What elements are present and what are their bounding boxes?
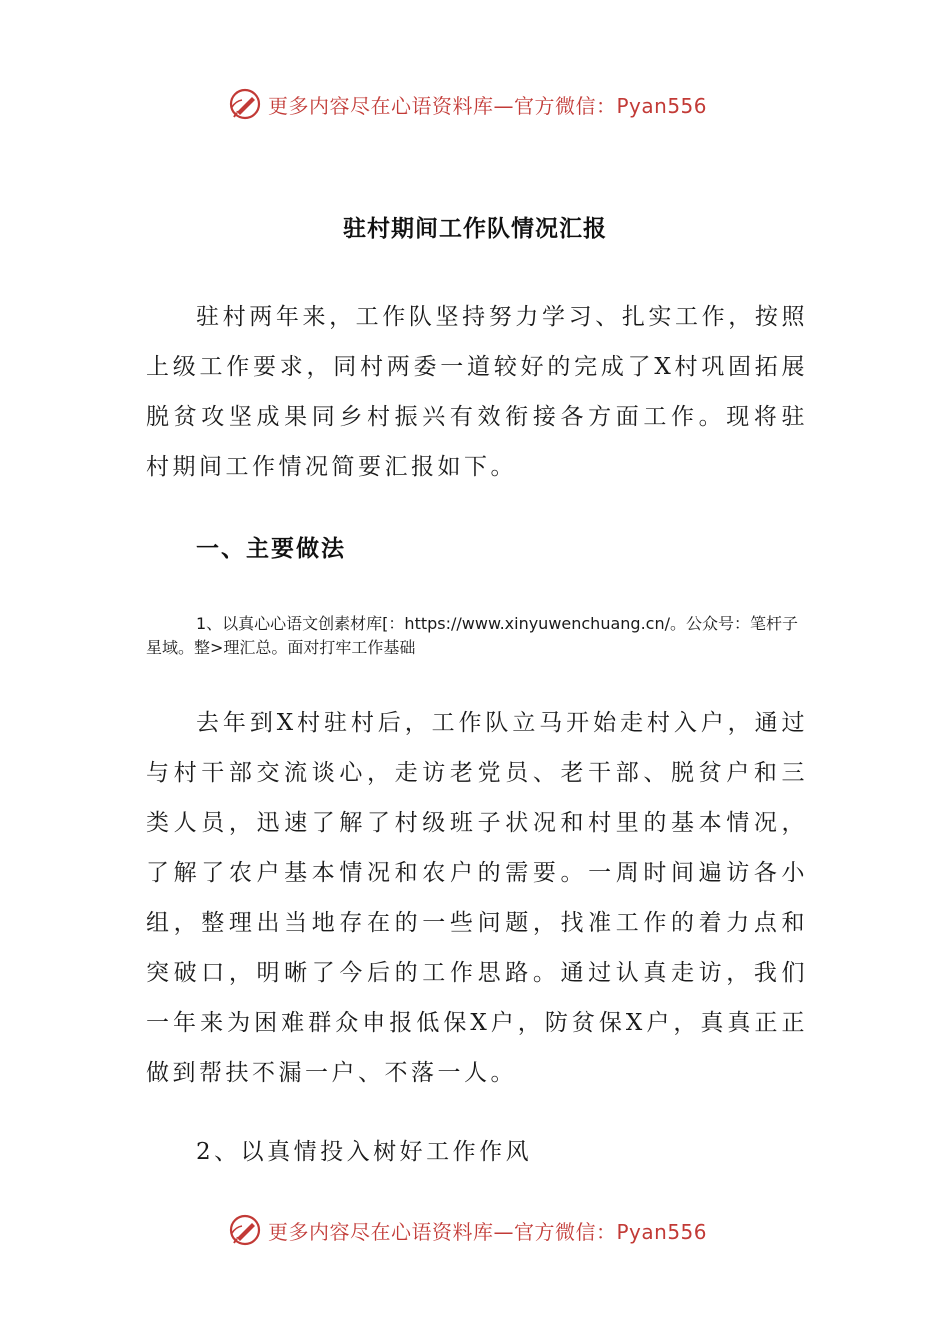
item1-body-paragraph: 去年到X村驻村后，工作队立马开始走村入户，通过与村干部交流谈心，走访老党员、老干部、脱贫户和三类人员，迅速了解了村级班子状况和村里的基本情况，了解了农户基本情况和农户的需要。一周时间遍访各小组，整理出当地存在的一些问题，找准工作的着力点和突破口，明晰了今后的工作思路。通过认真走访，我们一年来为困难群众申报低保X户，防贫保X户，真真正正做到帮扶不漏一户、不落一人。 [146, 710, 808, 1086]
watermark-text: 更多内容尽在心语资料库—官方微信：Pyan556 [268, 93, 708, 118]
header-watermark [228, 84, 788, 124]
section-heading-main-practices: 一、主要做法 [196, 536, 346, 562]
item2-heading: 2、以真情投入树好工作作风 [196, 1139, 533, 1165]
watermark-handle: Pyan556 [616, 1219, 708, 1244]
pen-logo-icon [228, 87, 262, 121]
document-title: 驻村期间工作队情况汇报 [343, 216, 607, 242]
watermark-handle: Pyan556 [616, 93, 708, 118]
intro-paragraph: 驻村两年来，工作队坚持努力学习、扎实工作，按照上级工作要求，同村两委一道较好的完成了X村巩固拓展脱贫攻坚成果同乡村振兴有效衔接各方面工作。现将驻村期间工作情况简要汇报如下。 [146, 304, 808, 480]
pen-logo-icon [228, 1213, 262, 1247]
watermark-text: 更多内容尽在心语资料库—官方微信：Pyan556 [268, 1219, 708, 1244]
footer-watermark [228, 1210, 788, 1250]
item1-heading: 1、以真心心语文创素材库[：https://www.xinyuwenchuang.cn/。公众号：笔杆子星域。整>理汇总。面对打牢工作基础 [146, 614, 798, 657]
